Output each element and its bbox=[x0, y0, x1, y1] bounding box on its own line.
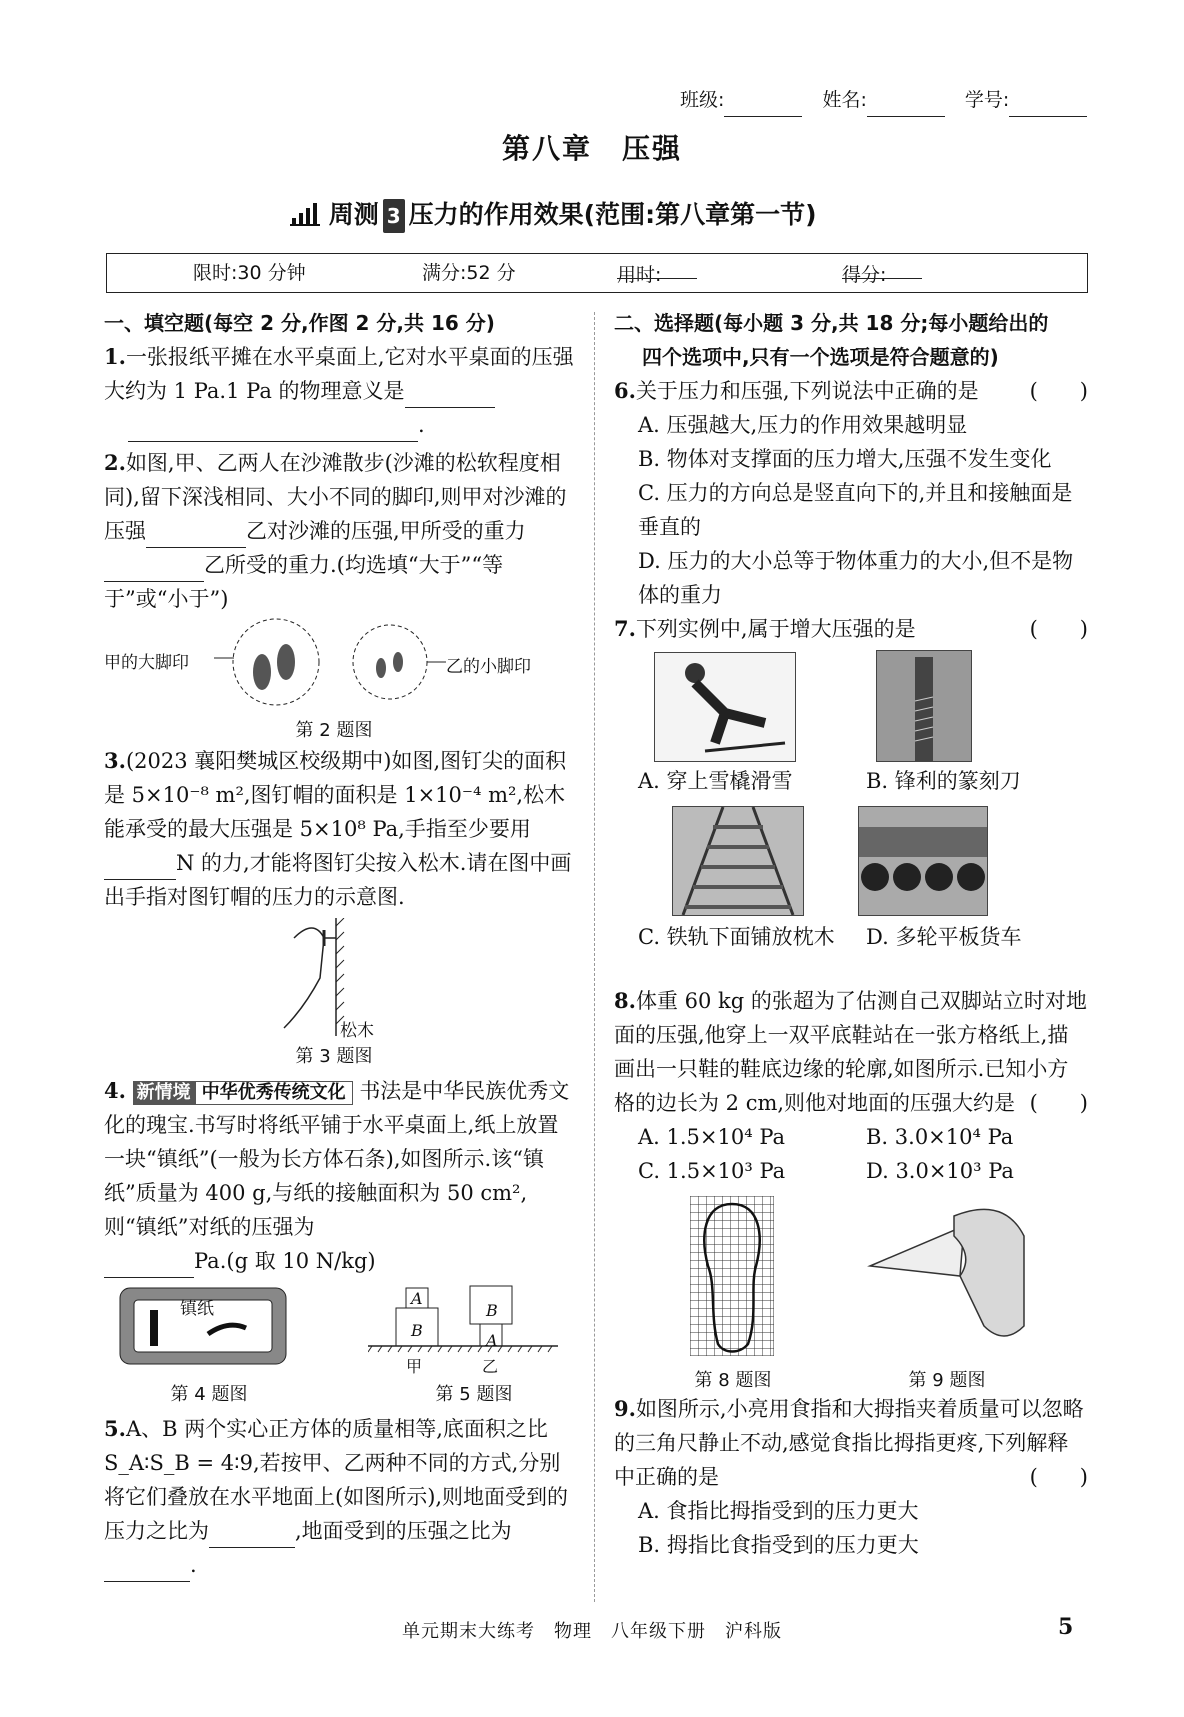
q4-text-2: Pa.(g 取 10 N/kg) bbox=[194, 1249, 376, 1273]
page-footer: 单元期末大练考 物理 八年级下册 沪科版 bbox=[402, 1621, 782, 1642]
fig5-caption: 第 5 题图 bbox=[435, 1384, 513, 1405]
class-label: 班级: bbox=[680, 89, 725, 111]
right-column bbox=[614, 306, 1088, 1562]
section-fill-in: 一、填空题(每空 2 分,作图 2 分,共 16 分) bbox=[104, 311, 495, 335]
fig5-jia: 甲 bbox=[406, 1357, 423, 1376]
q5-end: . bbox=[190, 1553, 197, 1577]
figure-3 bbox=[104, 914, 574, 1066]
q1-number: 1. bbox=[104, 344, 126, 369]
time-used-field[interactable] bbox=[617, 258, 697, 279]
q4-blank[interactable] bbox=[104, 1255, 194, 1278]
exam-info-box bbox=[106, 253, 1088, 293]
thumbtack-illustration bbox=[274, 918, 394, 1038]
q5-text-1: A、B 两个实心正方体的质量相等,底面积之比 S_A∶S_B = 4∶9,若按甲、乙两种不同的方式,分别将它们叠放在水平地面上(如图所示),则地面受到的压力之比为 bbox=[104, 1417, 569, 1543]
hand-triangle-ruler-illustration bbox=[864, 1196, 1034, 1346]
name-label: 姓名: bbox=[822, 89, 867, 111]
full-score: 满分:52 分 bbox=[422, 262, 516, 284]
q9-answer-paren[interactable]: ( ) bbox=[1029, 1465, 1088, 1489]
fig4-caption: 第 4 题图 bbox=[170, 1384, 248, 1405]
q6-text: 关于压力和压强,下列说法中正确的是 bbox=[635, 379, 979, 403]
stacked-cubes-illustration bbox=[368, 1282, 558, 1372]
q5-number: 5. bbox=[104, 1416, 126, 1441]
q7-option-a[interactable]: A. 穿上雪橇滑雪 bbox=[638, 769, 793, 793]
q7-option-b[interactable]: B. 锋利的篆刻刀 bbox=[866, 769, 1021, 793]
question-8 bbox=[614, 984, 1088, 1120]
railway-track-photo bbox=[672, 806, 804, 916]
q7-number: 7. bbox=[614, 616, 636, 641]
fig5-yi: 乙 bbox=[482, 1357, 499, 1376]
new-context-tag: 新情境 bbox=[133, 1081, 195, 1105]
q8-text: 体重 60 kg 的张超为了估测自己双脚站立时对地面的压强,他穿上一双平底鞋站在一张方格纸上,描画出一只鞋的鞋底边缘的轮廓,如图所示.已知小方格的边长为 2 cm,则他对地面的压强大约是 bbox=[614, 989, 1087, 1115]
q8-option-a[interactable]: A. 1.5×10⁴ Pa bbox=[638, 1125, 786, 1149]
fig2-left-label: 甲的大脚印 bbox=[104, 653, 189, 673]
q6-answer-paren[interactable]: ( ) bbox=[1029, 379, 1088, 403]
q2-text-2: 乙对沙滩的压强,甲所受的重力 bbox=[246, 519, 526, 543]
q6-option-d[interactable]: D. 压力的大小总等于物体重力的大小,但不是物体的重力 bbox=[638, 549, 1074, 607]
skiing-photo bbox=[654, 652, 796, 762]
carving-knife-photo bbox=[876, 650, 972, 762]
fig9-caption: 第 9 题图 bbox=[908, 1370, 986, 1391]
q5-text-2: ,地面受到的压强之比为 bbox=[295, 1519, 512, 1543]
q3-text-1: (2023 襄阳樊城区校级期中)如图,图钉尖的面积是 5×10⁻⁸ m²,图钉帽的面积是 1×10⁻⁴ m²,松木能承受的最大压强是 5×10⁸ Pa,手指至少要用 bbox=[104, 749, 567, 841]
q7-option-d[interactable]: D. 多轮平板货车 bbox=[866, 925, 1022, 949]
multi-wheel-truck-photo bbox=[858, 806, 988, 916]
time-limit: 限时:30 分钟 bbox=[193, 262, 306, 284]
q9-number: 9. bbox=[614, 1396, 636, 1421]
section-choice-1: 二、选择题(每小题 3 分,共 18 分;每小题给出的 bbox=[614, 311, 1049, 335]
week-title: 压力的作用效果(范围:第八章第一节) bbox=[408, 200, 817, 229]
q6-number: 6. bbox=[614, 378, 636, 403]
q2-blank-2[interactable] bbox=[104, 559, 204, 582]
q7-images bbox=[614, 646, 1088, 984]
q1-end: . bbox=[418, 413, 425, 437]
q6-option-a[interactable]: A. 压强越大,压力的作用效果越明显 bbox=[638, 413, 968, 437]
question-7 bbox=[614, 612, 1088, 646]
fig5-a-bottom: A bbox=[486, 1331, 498, 1350]
q3-text-2: N 的力,才能将图钉尖按入松木.请在图中画出手指对图钉帽的压力的示意图. bbox=[104, 851, 572, 909]
fig5-b-bottom: B bbox=[411, 1321, 423, 1340]
q1-answer-blank[interactable] bbox=[405, 385, 495, 408]
q6-option-b[interactable]: B. 物体对支撑面的压力增大,压强不发生变化 bbox=[638, 447, 1052, 471]
fig2-caption: 第 2 题图 bbox=[295, 720, 373, 741]
fig4-label: 镇纸 bbox=[180, 1299, 214, 1319]
q7-answer-paren[interactable]: ( ) bbox=[1029, 617, 1088, 641]
question-1 bbox=[104, 340, 574, 442]
id-label: 学号: bbox=[964, 89, 1010, 111]
q6-option-c[interactable]: C. 压力的方向总是竖直向下的,并且和接触面是垂直的 bbox=[638, 481, 1073, 539]
fig3-label: 松木 bbox=[340, 1021, 374, 1041]
question-3 bbox=[104, 744, 574, 914]
page-number: 5 bbox=[1058, 1614, 1074, 1640]
fig5-b-top: B bbox=[486, 1301, 498, 1320]
q4-number: 4. bbox=[104, 1078, 126, 1103]
fig5-a-top: A bbox=[411, 1289, 423, 1308]
score-label: 得分: bbox=[842, 264, 887, 286]
figure-2 bbox=[104, 616, 574, 744]
question-5 bbox=[104, 1412, 574, 1582]
time-used-label: 用时: bbox=[617, 264, 662, 286]
q3-blank[interactable] bbox=[104, 857, 176, 880]
q5-blank-2[interactable] bbox=[104, 1559, 190, 1582]
class-field[interactable] bbox=[724, 98, 802, 117]
question-4 bbox=[104, 1074, 574, 1278]
question-9 bbox=[614, 1392, 1088, 1494]
question-6 bbox=[614, 374, 1088, 408]
student-info bbox=[680, 83, 1101, 117]
q4-text-1: 书法是中华民族优秀文化的瑰宝.书写时将纸平铺于水平桌面上,纸上放置一块“镇纸”(一般为长方体石条),如图所示.该“镇纸”质量为 400 g,与纸的接触面积为 50 cm²,则“镇纸”对纸的压强为 bbox=[104, 1079, 570, 1239]
q7-option-c[interactable]: C. 铁轨下面铺放枕木 bbox=[638, 925, 835, 949]
score-field[interactable] bbox=[842, 258, 922, 279]
q8-answer-paren[interactable]: ( ) bbox=[1029, 1091, 1088, 1115]
q8-number: 8. bbox=[614, 988, 636, 1013]
name-field[interactable] bbox=[867, 98, 945, 117]
q2-text-3: 乙所受的重力.(均选填“大于”“等于”或“小于”) bbox=[104, 553, 504, 611]
chapter-title: 第八章 压强 bbox=[501, 132, 682, 165]
id-field[interactable] bbox=[1009, 98, 1087, 117]
q1-answer-blank-2[interactable] bbox=[128, 419, 418, 442]
q2-number: 2. bbox=[104, 450, 126, 475]
q2-blank-1[interactable] bbox=[146, 525, 246, 548]
figures-4-5 bbox=[104, 1282, 574, 1406]
fig2-right-label: 乙的小脚印 bbox=[446, 657, 531, 677]
q9-option-a[interactable]: A. 食指比拇指受到的压力更大 bbox=[638, 1499, 919, 1523]
culture-tag: 中华优秀传统文化 bbox=[195, 1081, 353, 1105]
q5-blank-1[interactable] bbox=[209, 1525, 295, 1548]
week-number-badge: 3 bbox=[383, 199, 405, 233]
bar-chart-icon bbox=[290, 202, 320, 226]
q8-option-b[interactable]: B. 3.0×10⁴ Pa bbox=[866, 1125, 1014, 1149]
week-prefix: 周测 bbox=[328, 200, 379, 229]
q3-number: 3. bbox=[104, 748, 126, 773]
figures-8-9 bbox=[614, 1188, 1088, 1392]
q9-option-b[interactable]: B. 拇指比食指受到的压力更大 bbox=[638, 1533, 919, 1557]
section-choice-2: 四个选项中,只有一个选项是符合题意的) bbox=[642, 345, 999, 369]
q1-text: 一张报纸平摊在水平桌面上,它对水平桌面的压强大约为 1 Pa.1 Pa 的物理意义是 bbox=[104, 345, 574, 403]
fig3-caption: 第 3 题图 bbox=[295, 1046, 373, 1067]
question-2 bbox=[104, 446, 574, 616]
left-column bbox=[104, 306, 574, 1582]
fig8-caption: 第 8 题图 bbox=[694, 1370, 772, 1391]
shoe-grid-illustration bbox=[690, 1196, 774, 1356]
q9-text: 如图所示,小亮用食指和大拇指夹着质量可以忽略的三角尺静止不动,感觉食指比拇指更疼,下列解释中正确的是 bbox=[614, 1397, 1084, 1489]
column-divider bbox=[594, 312, 595, 1602]
q2-text-1: 如图,甲、乙两人在沙滩散步(沙滩的松软程度相同),留下深浅相同、大小不同的脚印,则甲对沙滩的压强 bbox=[104, 451, 567, 543]
q8-option-c[interactable]: C. 1.5×10³ Pa bbox=[638, 1159, 786, 1183]
q7-text: 下列实例中,属于增大压强的是 bbox=[635, 617, 916, 641]
q8-option-d[interactable]: D. 3.0×10³ Pa bbox=[866, 1159, 1014, 1183]
week-test-title bbox=[290, 198, 817, 233]
q8-options bbox=[614, 1120, 1088, 1188]
